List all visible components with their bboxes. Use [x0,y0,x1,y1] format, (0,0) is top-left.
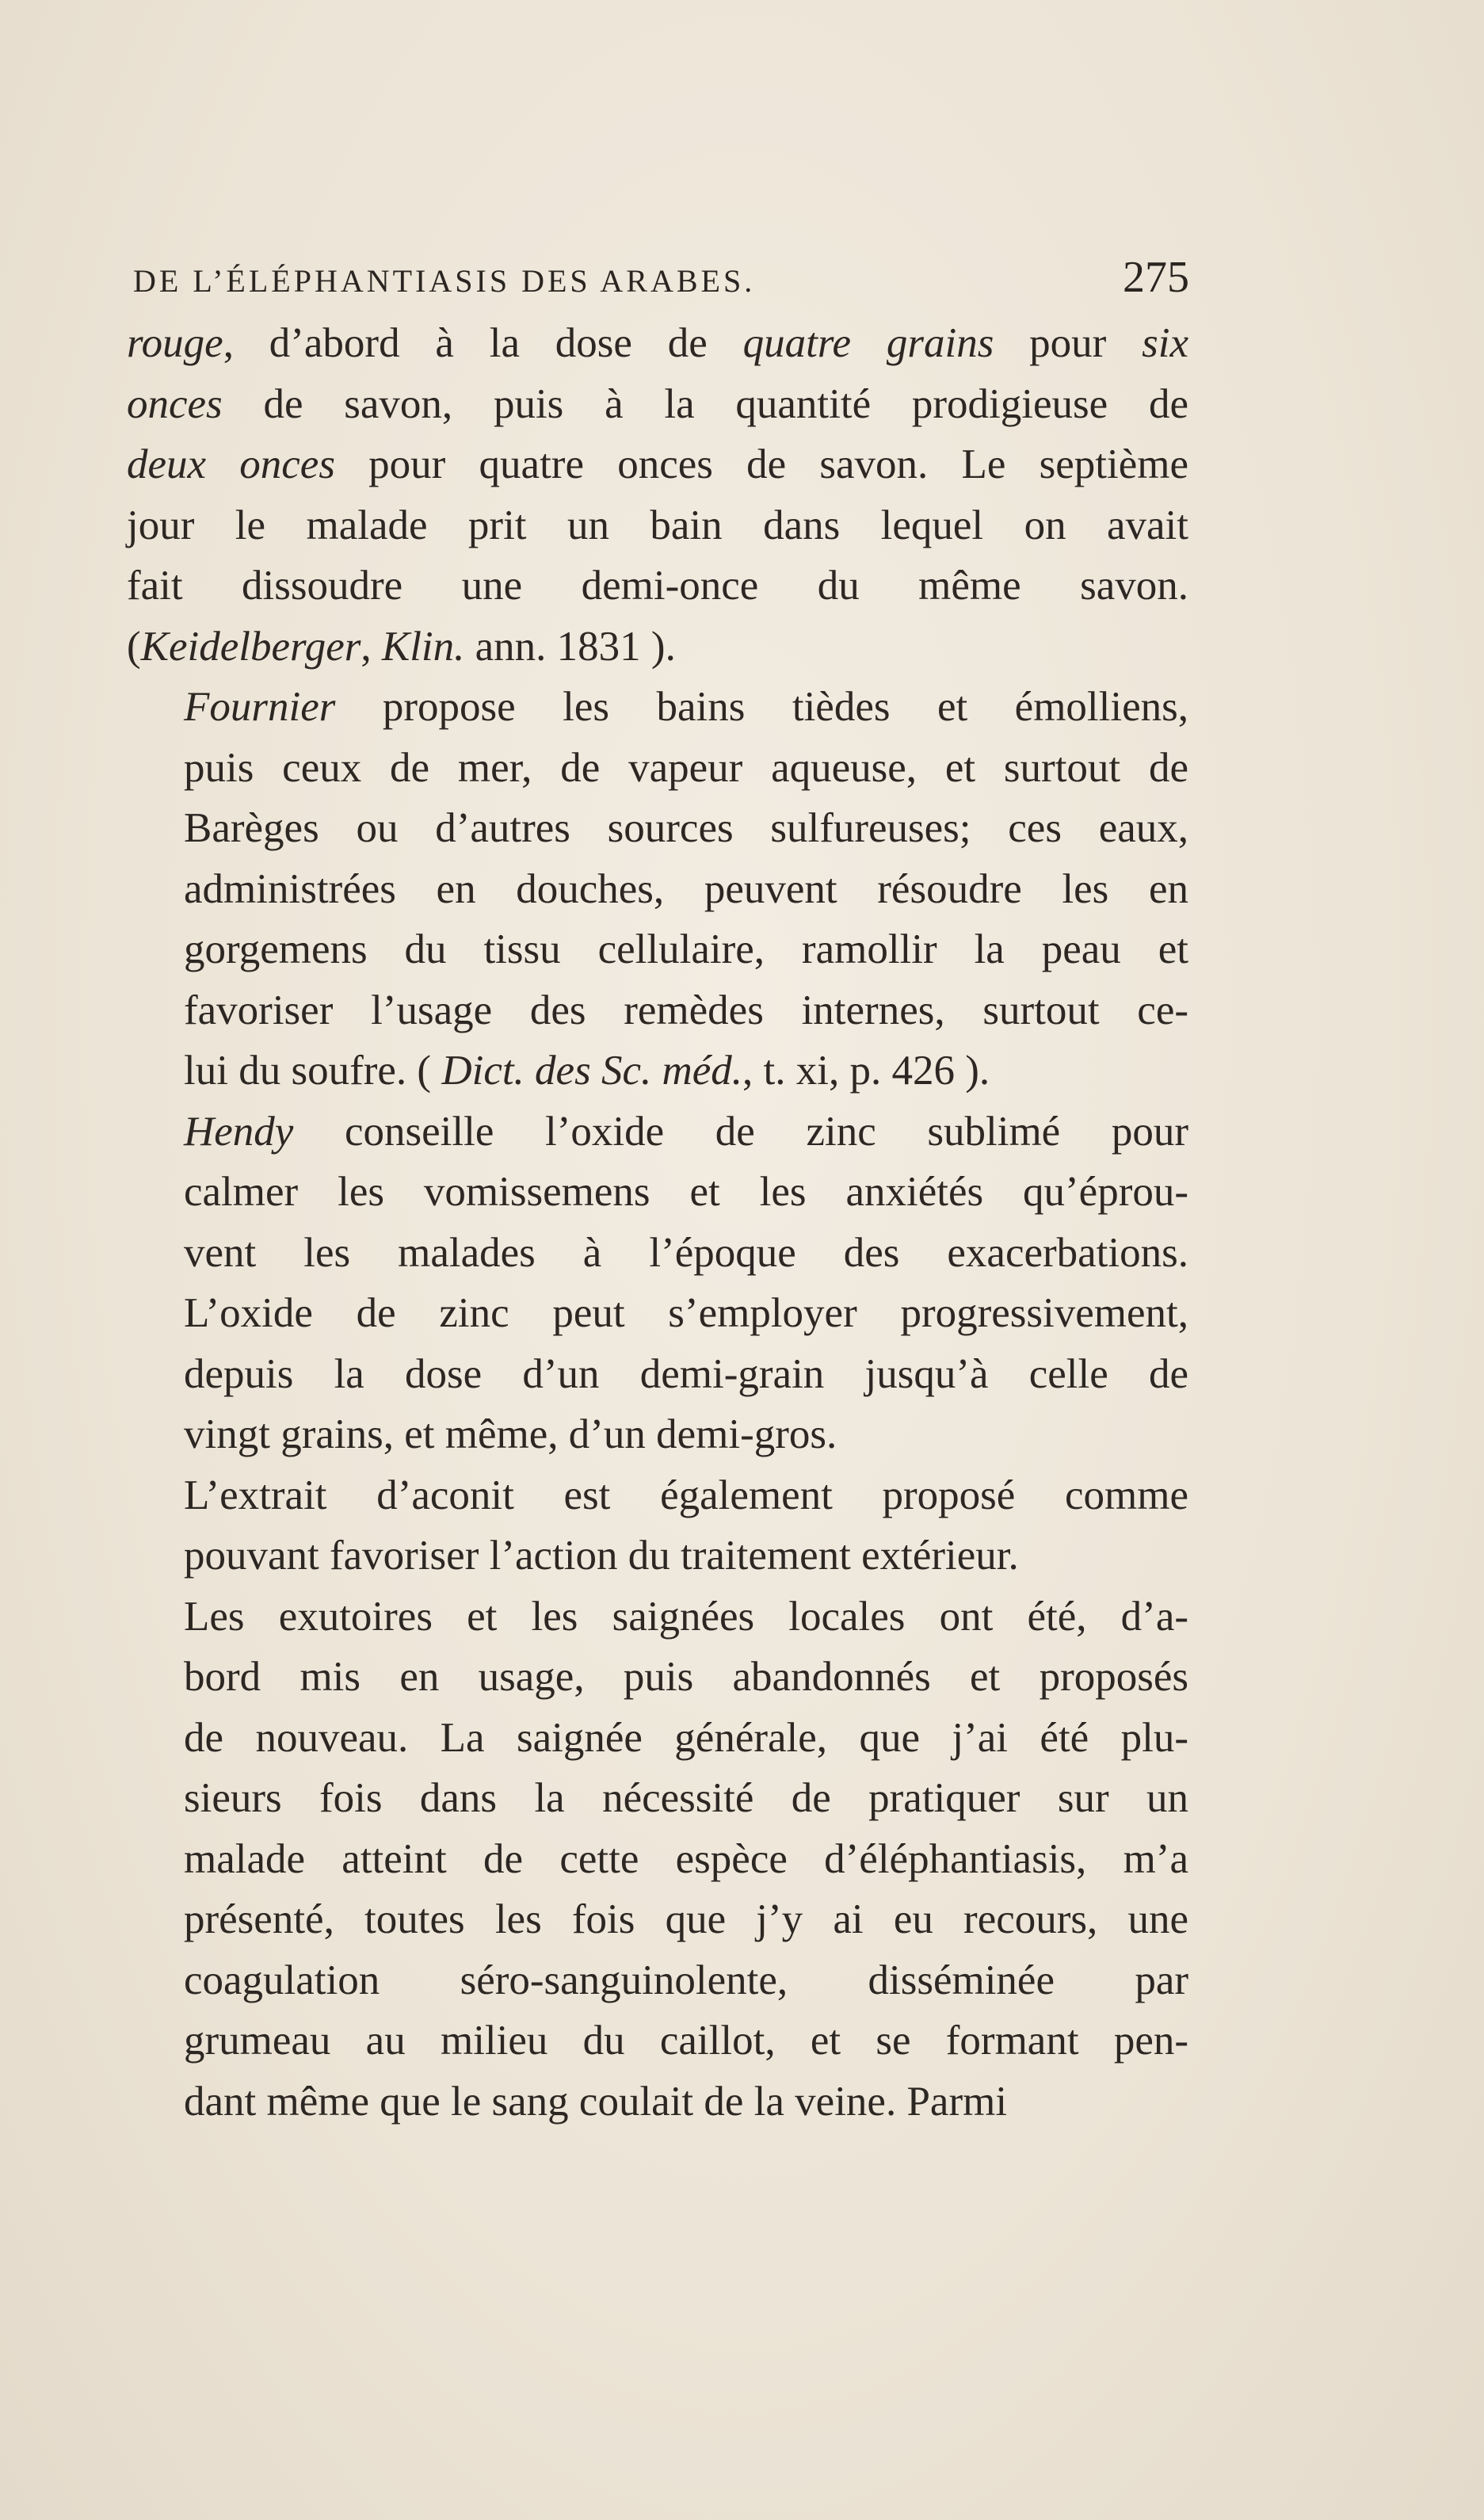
text-line [127,859,1188,920]
text-segment: conseille l’oxide de zinc sublimé pour [293,1108,1188,1155]
text-line [127,1283,1188,1344]
text-segment: ann. 1831 ). [464,623,676,670]
italic-text: quatre grains [742,320,994,366]
text-segment: bord mis en usage, puis abandonnés et proposés [184,1654,1188,1700]
text-line [127,1708,1188,1769]
text-segment: dant même que le sang coulait de la veine. Parmi [184,2078,1008,2125]
text-segment: pour quatre onces de savon. Le septième [334,441,1188,487]
page-number: 275 [1123,253,1189,302]
text-segment: favoriser l’usage des remèdes internes, surtout ce- [184,987,1188,1033]
text-segment: coagulation séro-sanguinolente, disséminée par [184,1957,1188,2003]
text-line [127,556,1188,617]
text-line [127,1404,1188,1465]
italic-text: Fournier [184,684,336,730]
text-segment: L’extrait d’aconit est également proposé comme [184,1472,1188,1518]
text-line [127,434,1188,495]
text-line [127,313,1188,374]
text-segment: puis ceux de mer, de vapeur aqueuse, et surtout de [184,744,1188,791]
text-segment: sieurs fois dans la nécessité de pratiquer sur un [184,1775,1188,1821]
text-line [127,798,1188,859]
text-segment: depuis la dose d’un demi-grain jusqu’à celle de [184,1350,1188,1397]
italic-text: Klin. [381,623,465,670]
text-segment: jour le malade prit un bain dans lequel on avait [127,502,1188,548]
text-segment: ( [127,623,141,670]
italic-text: onces [127,380,223,427]
italic-text: rouge [127,320,223,366]
text-line [127,980,1188,1041]
text-segment: , t. xi, p. 426 ). [742,1048,990,1094]
body-text [127,313,1188,2132]
text-line [127,1647,1188,1708]
text-segment: calmer les vomissemens et les anxiétés qu’éprou- [184,1169,1188,1215]
paragraph [127,1102,1188,1465]
text-segment: vent les malades à l’époque des exacerbations. [184,1229,1188,1276]
italic-text: Hendy [184,1108,294,1155]
italic-text: Dict. des Sc. méd. [441,1048,743,1094]
text-segment: L’oxide de zinc peut s’employer progressivement, [184,1290,1188,1336]
text-line [127,2071,1188,2132]
text-segment: malade atteint de cette espèce d’éléphantiasis, m’a [184,1835,1188,1882]
text-line [127,1586,1188,1648]
paragraph [127,1465,1188,1586]
paragraph [127,677,1188,1102]
text-line [127,677,1188,738]
italic-text: six [1142,320,1188,366]
text-line [127,1223,1188,1284]
text-segment: de savon, puis à la quantité prodigieuse de [222,380,1188,427]
text-segment: pouvant favoriser l’action du traitement extérieur. [184,1533,1019,1579]
text-line [127,2010,1188,2071]
text-line [127,738,1188,799]
running-head [133,252,1189,307]
text-line [127,1829,1188,1890]
text-segment: fait dissoudre une demi-once du même savon. [127,563,1188,609]
text-segment: , [361,623,382,670]
text-line [127,495,1188,556]
text-segment: vingt grains, et même, d’un demi-gros. [184,1411,837,1457]
text-line [127,374,1188,435]
paragraph [127,313,1188,677]
text-line [127,1040,1188,1102]
text-segment: grumeau au milieu du caillot, et se formant pen- [184,2018,1188,2064]
text-segment: présenté, toutes les fois que j’y ai eu recours, une [184,1896,1188,1942]
text-segment: propose les bains tièdes et émolliens, [335,684,1188,730]
text-segment: administrées en douches, peuvent résoudre les en [184,865,1188,912]
italic-text: Keidelberger [140,623,361,670]
text-line [127,919,1188,980]
running-title: DE L’ÉLÉPHANTIASIS DES ARABES. [133,263,756,299]
text-segment: pour [994,320,1143,366]
text-segment: , d’abord à la dose de [223,320,743,366]
text-segment: Les exutoires et les saignées locales ont été, d’a- [184,1593,1188,1640]
text-line [127,1162,1188,1223]
text-line [127,1344,1188,1405]
text-line [127,1465,1188,1526]
paragraph [127,1586,1188,2132]
italic-text: deux onces [127,441,335,487]
text-line [127,1889,1188,1950]
text-line [127,1102,1188,1163]
text-line [127,1768,1188,1829]
text-segment: Barèges ou d’autres sources sulfureuses; ces eaux, [184,805,1188,851]
text-line [127,617,1188,678]
text-line [127,1525,1188,1586]
text-segment: gorgemens du tissu cellulaire, ramollir la peau et [184,926,1188,972]
text-segment: lui du soufre. ( [184,1048,442,1094]
text-line [127,1950,1188,2011]
text-segment: de nouveau. La saignée générale, que j’ai été plu- [184,1714,1188,1761]
